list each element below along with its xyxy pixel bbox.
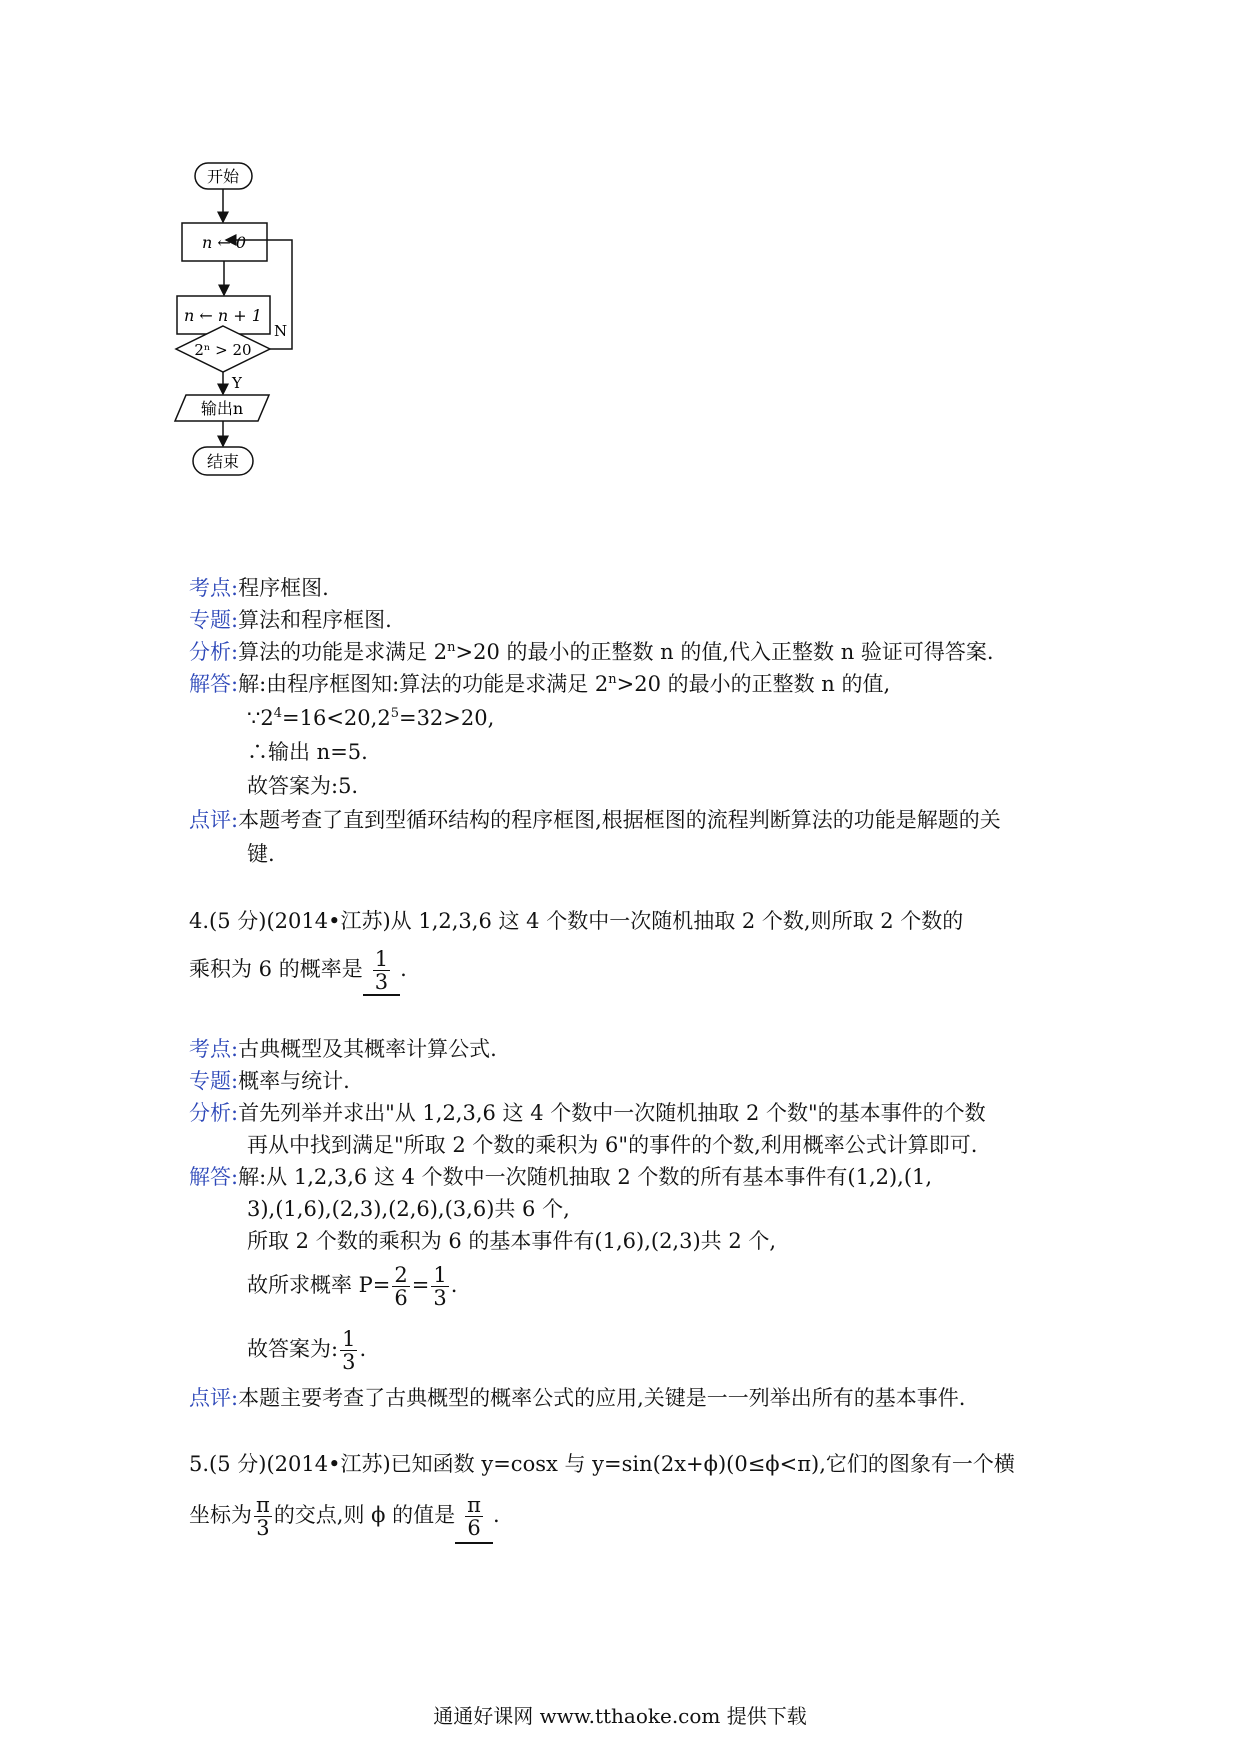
flowchart [170, 150, 340, 540]
q3-jieda-2 [247, 704, 494, 732]
flow-yes-label: Y [232, 374, 242, 392]
fenxi-text-1: 首先列举并求出"从 1,2,3,6 这 4 个数中一次随机抽取 2 个数"的基本事件的个数 [238, 1101, 986, 1125]
zhuanti-text: 算法和程序框图. [238, 608, 392, 632]
q4-line-2 [189, 944, 407, 994]
jieda-4-prefix: 故所求概率 P= [247, 1273, 391, 1297]
label-fenxi: 分析: [189, 640, 239, 664]
q3-fenxi [189, 638, 994, 666]
q5-line-2-mid: 的交点,则 ϕ 的值是 [273, 1503, 456, 1527]
q5-line-2 [189, 1488, 500, 1542]
q4-line-2-suffix: . [400, 957, 407, 981]
q5-line-1: 5.(5 分)(2014•江苏)已知函数 y=cosx 与 y=sin(2x+ϕ)(0≤ϕ<π),它们的图象有一个横 [189, 1452, 1015, 1476]
dianping-text-1: 本题考查了直到型循环结构的程序框图,根据框图的流程判断算法的功能是解题的关 [238, 808, 1001, 832]
q3-dianping-1 [189, 806, 1001, 834]
jieda-sup-1: n [608, 672, 617, 687]
q4-answer-fraction [373, 948, 390, 993]
frac-num: π [467, 1493, 481, 1517]
jieda-text-1b: >20 的最小的正整数 n 的值, [616, 672, 891, 696]
frac-den: 3 [256, 1516, 270, 1540]
flow-increment-text: n ← n + 1 [184, 306, 262, 325]
jieda-5-prefix: 故答案为: [247, 1337, 339, 1361]
fenxi-text-b: >20 的最小的正整数 n 的值,代入正整数 n 验证可得答案. [455, 640, 994, 664]
q5-line-2-prefix: 坐标为 [189, 1503, 252, 1527]
dianping-text: 本题主要考查了古典概型的概率公式的应用,关键是一一列举出所有的基本事件. [238, 1386, 966, 1410]
q3-dianping-2: 键. [247, 842, 275, 866]
label-jieda: 解答: [189, 672, 239, 696]
q5-answer-fraction [465, 1494, 483, 1539]
q4-fenxi-2: 再从中找到满足"所取 2 个数的乘积为 6"的事件的个数,利用概率公式计算即可. [247, 1133, 978, 1157]
q3-jieda-3: ∴输出 n=5. [247, 740, 368, 764]
label-kaodian: 考点: [189, 1037, 239, 1061]
answer-fraction [340, 1328, 357, 1373]
zhuanti-text: 概率与统计. [238, 1069, 350, 1093]
flow-start-text: 开始 [206, 167, 240, 186]
flow-init-text: n ← 0 [201, 233, 247, 252]
flow-no-label: N [274, 322, 288, 340]
flow-end-text: 结束 [206, 452, 240, 471]
fenxi-text-a: 算法的功能是求满足 2 [238, 640, 448, 664]
jieda-4-suffix: . [450, 1273, 458, 1297]
q3-zhuanti [189, 606, 392, 634]
q4-fenxi-1 [189, 1099, 986, 1127]
frac-den: 3 [374, 970, 389, 994]
label-kaodian: 考点: [189, 576, 239, 600]
frac-den: 6 [394, 1286, 408, 1310]
q4-line-1: 4.(5 分)(2014•江苏)从 1,2,3,6 这 4 个数中一次随机抽取 2 个数,则所取 2 个数的 [189, 909, 964, 933]
frac-num: 1 [433, 1263, 447, 1287]
flow-output-text: 输出n [200, 399, 244, 418]
frac-num: 2 [394, 1263, 408, 1287]
q4-zhuanti [189, 1067, 350, 1095]
q4-jieda-3: 所取 2 个数的乘积为 6 的基本事件有(1,6),(2,3)共 2 个, [247, 1229, 777, 1253]
frac-num: 1 [342, 1327, 356, 1351]
jieda-text-1a: 解:由程序框图知:算法的功能是求满足 2 [238, 672, 609, 696]
kaodian-text: 古典概型及其概率计算公式. [238, 1037, 497, 1061]
q3-jieda-4: 故答案为:5. [247, 774, 359, 798]
jieda-text-2a: ∵2 [247, 706, 274, 730]
q4-line-2-prefix: 乘积为 6 的概率是 [189, 957, 363, 981]
jieda-sup-2b: 5 [390, 706, 399, 721]
kaodian-text: 程序框图. [238, 576, 329, 600]
q4-jieda-2: 3),(1,6),(2,3),(2,6),(3,6)共 6 个, [247, 1197, 570, 1221]
q5-abscissa-fraction [254, 1494, 272, 1539]
p-fraction-1 [392, 1264, 409, 1309]
jieda-text-1: 解:从 1,2,3,6 这 4 个数中一次随机抽取 2 个数的所有基本事件有(1,2),(1, [238, 1165, 933, 1189]
jieda-text-2b: =16<20,2 [282, 706, 391, 730]
q4-kaodian [189, 1035, 497, 1063]
q4-answer-blank [363, 944, 400, 996]
frac-den: 6 [467, 1516, 481, 1540]
q4-jieda-1 [189, 1163, 932, 1191]
frac-num: 1 [374, 947, 389, 971]
frac-den: 3 [342, 1350, 356, 1374]
page-footer: 通通好课网 www.tthaoke.com 提供下载 [433, 1704, 807, 1728]
p-fraction-2 [431, 1264, 448, 1309]
fenxi-sup: n [447, 640, 456, 655]
jieda-5-suffix: . [359, 1337, 367, 1361]
q3-kaodian [189, 574, 329, 602]
frac-den: 3 [433, 1286, 447, 1310]
flow-condition-text: 2ⁿ > 20 [194, 341, 252, 359]
label-jieda: 解答: [189, 1165, 239, 1189]
frac-num: π [256, 1493, 270, 1517]
q3-jieda-1 [189, 670, 890, 698]
q4-jieda-4 [247, 1258, 457, 1312]
label-zhuanti: 专题: [189, 1069, 239, 1093]
label-fenxi: 分析: [189, 1101, 239, 1125]
q5-answer-blank [455, 1488, 493, 1544]
q4-jieda-5 [247, 1322, 366, 1376]
jieda-text-2c: =32>20, [398, 706, 495, 730]
jieda-sup-2a: 4 [273, 706, 283, 721]
label-dianping: 点评: [189, 1386, 239, 1410]
equals-sign: = [411, 1273, 430, 1297]
q4-dianping [189, 1384, 965, 1412]
label-dianping: 点评: [189, 808, 239, 832]
label-zhuanti: 专题: [189, 608, 239, 632]
q5-line-2-suffix: . [492, 1503, 500, 1527]
